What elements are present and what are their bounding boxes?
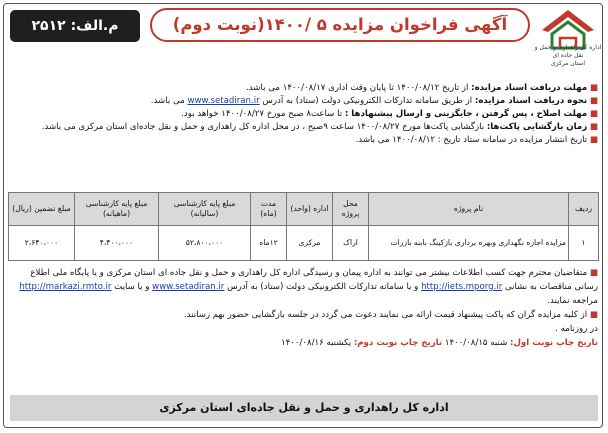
col-header: مدت (ماه) [251,193,287,226]
print2-label: تاریخ چاپ نوبت دوم: [353,338,443,348]
line-label: مهلت اصلاح ، پس گرفتن ، جایگزینی و ارسال پیشنهادها : [344,109,588,119]
line-label: مهلت دریافت اسناد مزایده: [471,83,588,93]
col-header: مبلغ پایه کارشناسی (سالیانه) [159,193,251,226]
rmto-link[interactable]: http://markazi.rmto.ir [19,282,112,292]
auction-table [8,192,599,261]
col-header: محل پروژه [333,193,369,226]
para-text: از کلیه مزایده گران که پاکت پیشنهاد قیمت ارائه می نمایند دعوت می گردد در جلسه بازگشایی حضور بهم رسانند. [183,310,588,320]
table-cell: ۱۲ماه [251,226,287,261]
para-text: در روزنامه . [555,324,598,334]
line-text: از تاریخ ۱۴۰۰/۰۸/۱۲ تا پایان وقت اداری ۱۴۰۰/۰۸/۱۷ می باشد. [246,83,472,93]
setad-link[interactable]: www.setadiran.ir [187,96,260,106]
page-title: آگهی فراخوان مزایده ۵ /۱۴۰۰(نوبت دوم) [150,8,530,42]
line-opening-time: ■ زمان بازگشایی پاکت‌ها: بازگشایی پاکت‌ها مورخ ۱۴۰۰/۰۸/۲۷ ساعت ۹صبح ، در محل اداره کل راهداری و حمل و نقل جاده‌ای استان مرکزی می باشد. [41,122,598,132]
table-cell: مرکزی [287,226,333,261]
col-header: نام پروژه [369,193,569,226]
org-small-line-1: اداره کل راهداری و حمل و نقل جاده ای [534,44,602,59]
table-cell: ۱ [569,226,599,261]
table-cell: ۴،۴۰۰،۰۰۰ [75,226,159,261]
footer-org-name: اداره کل راهداری و حمل و نقل جاده‌ای استان مرکزی [10,395,598,421]
para-text: و یا سایت [111,282,153,292]
print1-date: شنبه ۱۴۰۰/۰۸/۱۵ [442,338,511,348]
line-proposal-deadline: ■ مهلت اصلاح ، پس گرفتن ، جایگزینی و ارسال پیشنهادها : تا ساعت۸ صبح مورخ ۱۴۰۰/۰۸/۲۷ خواهد بود. [181,109,598,119]
paragraph-newspaper [13,322,598,336]
line-text: بازگشایی پاکت‌ها مورخ ۱۴۰۰/۰۸/۲۷ ساعت ۹صبح ، در محل اداره کل راهداری و حمل و نقل جاده‌ای استان مرکزی می باشد. [41,122,487,132]
col-header: ردیف [569,193,599,226]
line-label: نحوه دریافت اسناد مزایده: [474,96,588,106]
line-document-deadline: ■ مهلت دریافت اسناد مزایده: از تاریخ ۱۴۰۰/۰۸/۱۲ تا پایان وقت اداری ۱۴۰۰/۰۸/۱۷ می باشد. [246,83,598,93]
org-small-line-2: استان مرکزی [550,60,586,67]
line-text: می باشد. [150,96,188,106]
print1-label: تاریخ چاپ نوبت اول: [510,338,598,348]
table-cell: ۲،۶۴۰،۰۰۰ [9,226,75,261]
ref-number-badge: م.الف: ۲۵۱۲ [10,10,140,42]
col-header: مبلغ تضمین (ریال) [9,193,75,226]
para-text: متقاضیان محترم جهت کسب اطلاعات بیشتر می توانند به اداره پیمان و رسیدگی اداره کل راهداری و حمل و نقل جاده ای استان مرکزی و یا پایگاه ملی اطلاع رسانی مناقصات به نشانی [30,268,598,292]
line-text: تاریخ انتشار مزایده در سامانه ستاد تاریخ : ۱۴۰۰/۰۸/۱۲ می باشد. [355,135,588,145]
line-document-method: ■ نحوه دریافت اسناد مزایده: از طریق سامانه تدارکات الکترونیکی دولت (ستاد) به آدرس www.setadiran.ir می باشد. [150,96,598,106]
iets-link[interactable]: http://iets.mporg.ir [421,282,503,292]
print2-date: یکشنبه ۱۴۰۰/۰۸/۱۶ [281,338,354,348]
paragraph-info: ■ متقاضیان محترم جهت کسب اطلاعات بیشتر می توانند به اداره پیمان و رسیدگی اداره کل راهداری و حمل و نقل جاده ای استان مرکزی و یا پایگاه ملی اطلاع رسانی مناقصات به نشانی http://iets.mporg.ir و یا سامانه تدارکات الکترونیکی دولت (ستاد) به آدرس www.setadiran.ir و یا سایت http://markazi.rmto.ir مراجعه نمایند. [19,268,598,306]
line-text: تا ساعت۸ صبح مورخ ۱۴۰۰/۰۸/۲۷ خواهد بود. [181,109,345,119]
table-header-row [9,193,599,226]
announcement-body-2 [13,266,598,350]
setad-link-2[interactable]: www.setadiran.ir [152,282,225,292]
col-header: مبلغ پایه کارشناسی (ماهیانه) [75,193,159,226]
para-text: مراجعه نمایند. [547,296,598,306]
paragraph-invite: ■ از کلیه مزایده گران که پاکت پیشنهاد قیمت ارائه می نمایند دعوت می گردد در جلسه بازگشایی حضور بهم رسانند. [183,310,598,320]
line-publish-date: ■ تاریخ انتشار مزایده در سامانه ستاد تاریخ : ۱۴۰۰/۰۸/۱۲ می باشد. [355,135,598,145]
announcement-body [13,82,598,147]
paragraph-print-dates [13,336,598,350]
table-cell: اراک [333,226,369,261]
col-header: اداره (واحد) [287,193,333,226]
org-small-text [530,44,606,68]
para-text: و یا سامانه تدارکات الکترونیکی دولت (ستاد) به آدرس [224,282,422,292]
table-row [9,226,599,261]
line-label: زمان بازگشایی پاکت‌ها: [486,122,588,132]
line-text: از طریق سامانه تدارکات الکترونیکی دولت (ستاد) به آدرس [259,96,475,106]
table-cell: مزایده اجاره نگهداری وبهره برداری بازکینگ بابنه بازرات [369,226,569,261]
table-cell: ۵۲،۸۰۰،۰۰۰ [159,226,251,261]
